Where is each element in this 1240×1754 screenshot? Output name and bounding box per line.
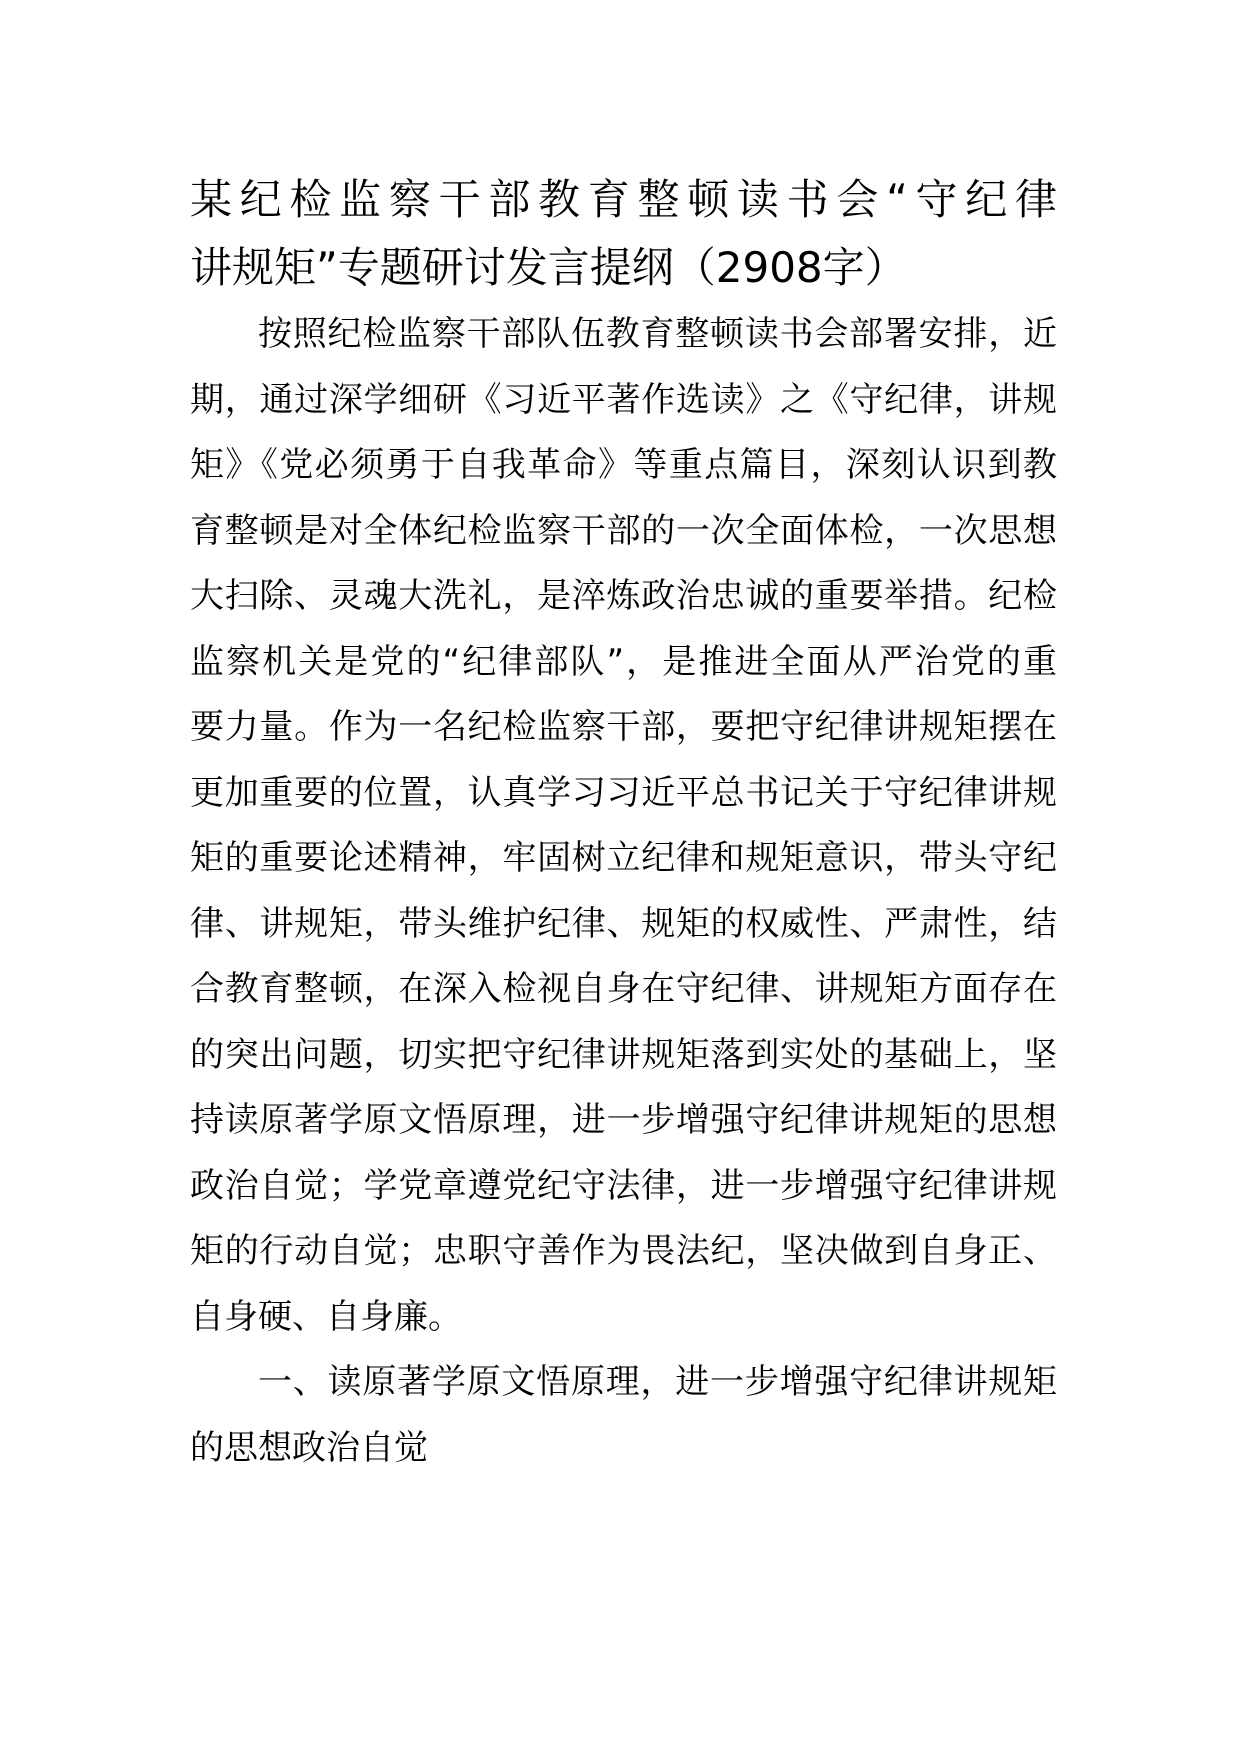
paragraph-line: 监察机关是党的“纪律部队”，是推进全面从严治党的重 (190, 641, 1057, 682)
paragraph-line: 自身硬、自身廉。 (190, 1296, 462, 1337)
section-heading-1 (190, 1350, 1057, 1481)
paragraph-line: 政治自觉；学党章遵党纪守法律，进一步增强守纪律讲规 (190, 1165, 1057, 1206)
paragraph-line: 大扫除、灵魂大洗礼，是淬炼政治忠诚的重要举措。纪检 (190, 576, 1057, 616)
paragraph-line: 矩的行动自觉；忠职守善作为畏法纪，坚决做到自身正、 (190, 1231, 1057, 1271)
paragraph-line: 育整顿是对全体纪检监察干部的一次全面体检，一次思想 (190, 510, 1057, 551)
title-line-1: 某纪检监察干部教育整顿读书会“守纪律 (190, 175, 1057, 224)
paragraph-line: 矩的重要论述精神，牢固树立纪律和规矩意识，带头守纪 (190, 838, 1057, 878)
paragraph-line: 更加重要的位置，认真学习习近平总书记关于守纪律讲规 (190, 772, 1057, 813)
paragraph-line: 持读原著学原文悟原理，进一步增强守纪律讲规矩的思想 (190, 1100, 1057, 1140)
intro-paragraph (190, 302, 1057, 1350)
paragraph-line: 按照纪检监察干部队伍教育整顿读书会部署安排，近 (258, 314, 1057, 354)
paragraph-line: 的突出问题，切实把守纪律讲规矩落到实处的基础上，坚 (190, 1034, 1057, 1075)
paragraph-line: 矩》《党必须勇于自我革命》等重点篇目，深刻认识到教 (190, 445, 1057, 485)
paragraph-line: 合教育整顿，在深入检视自身在守纪律、讲规矩方面存在 (190, 969, 1057, 1009)
paragraph-line: 律、讲规矩，带头维护纪律、规矩的权威性、严肃性，结 (190, 903, 1057, 944)
document-title (190, 166, 1057, 302)
paragraph-line: 要力量。作为一名纪检监察干部，要把守纪律讲规矩摆在 (190, 707, 1057, 747)
title-line-2: 讲规矩”专题研讨发言提纲（2908字） (190, 243, 907, 292)
paragraph-line: 期，通过深学细研《习近平著作选读》之《守纪律，讲规 (190, 379, 1057, 420)
document-page (190, 166, 1057, 1481)
heading-line: 一、读原著学原文悟原理，进一步增强守纪律讲规矩 (258, 1362, 1057, 1402)
heading-line: 的思想政治自觉 (190, 1427, 428, 1468)
